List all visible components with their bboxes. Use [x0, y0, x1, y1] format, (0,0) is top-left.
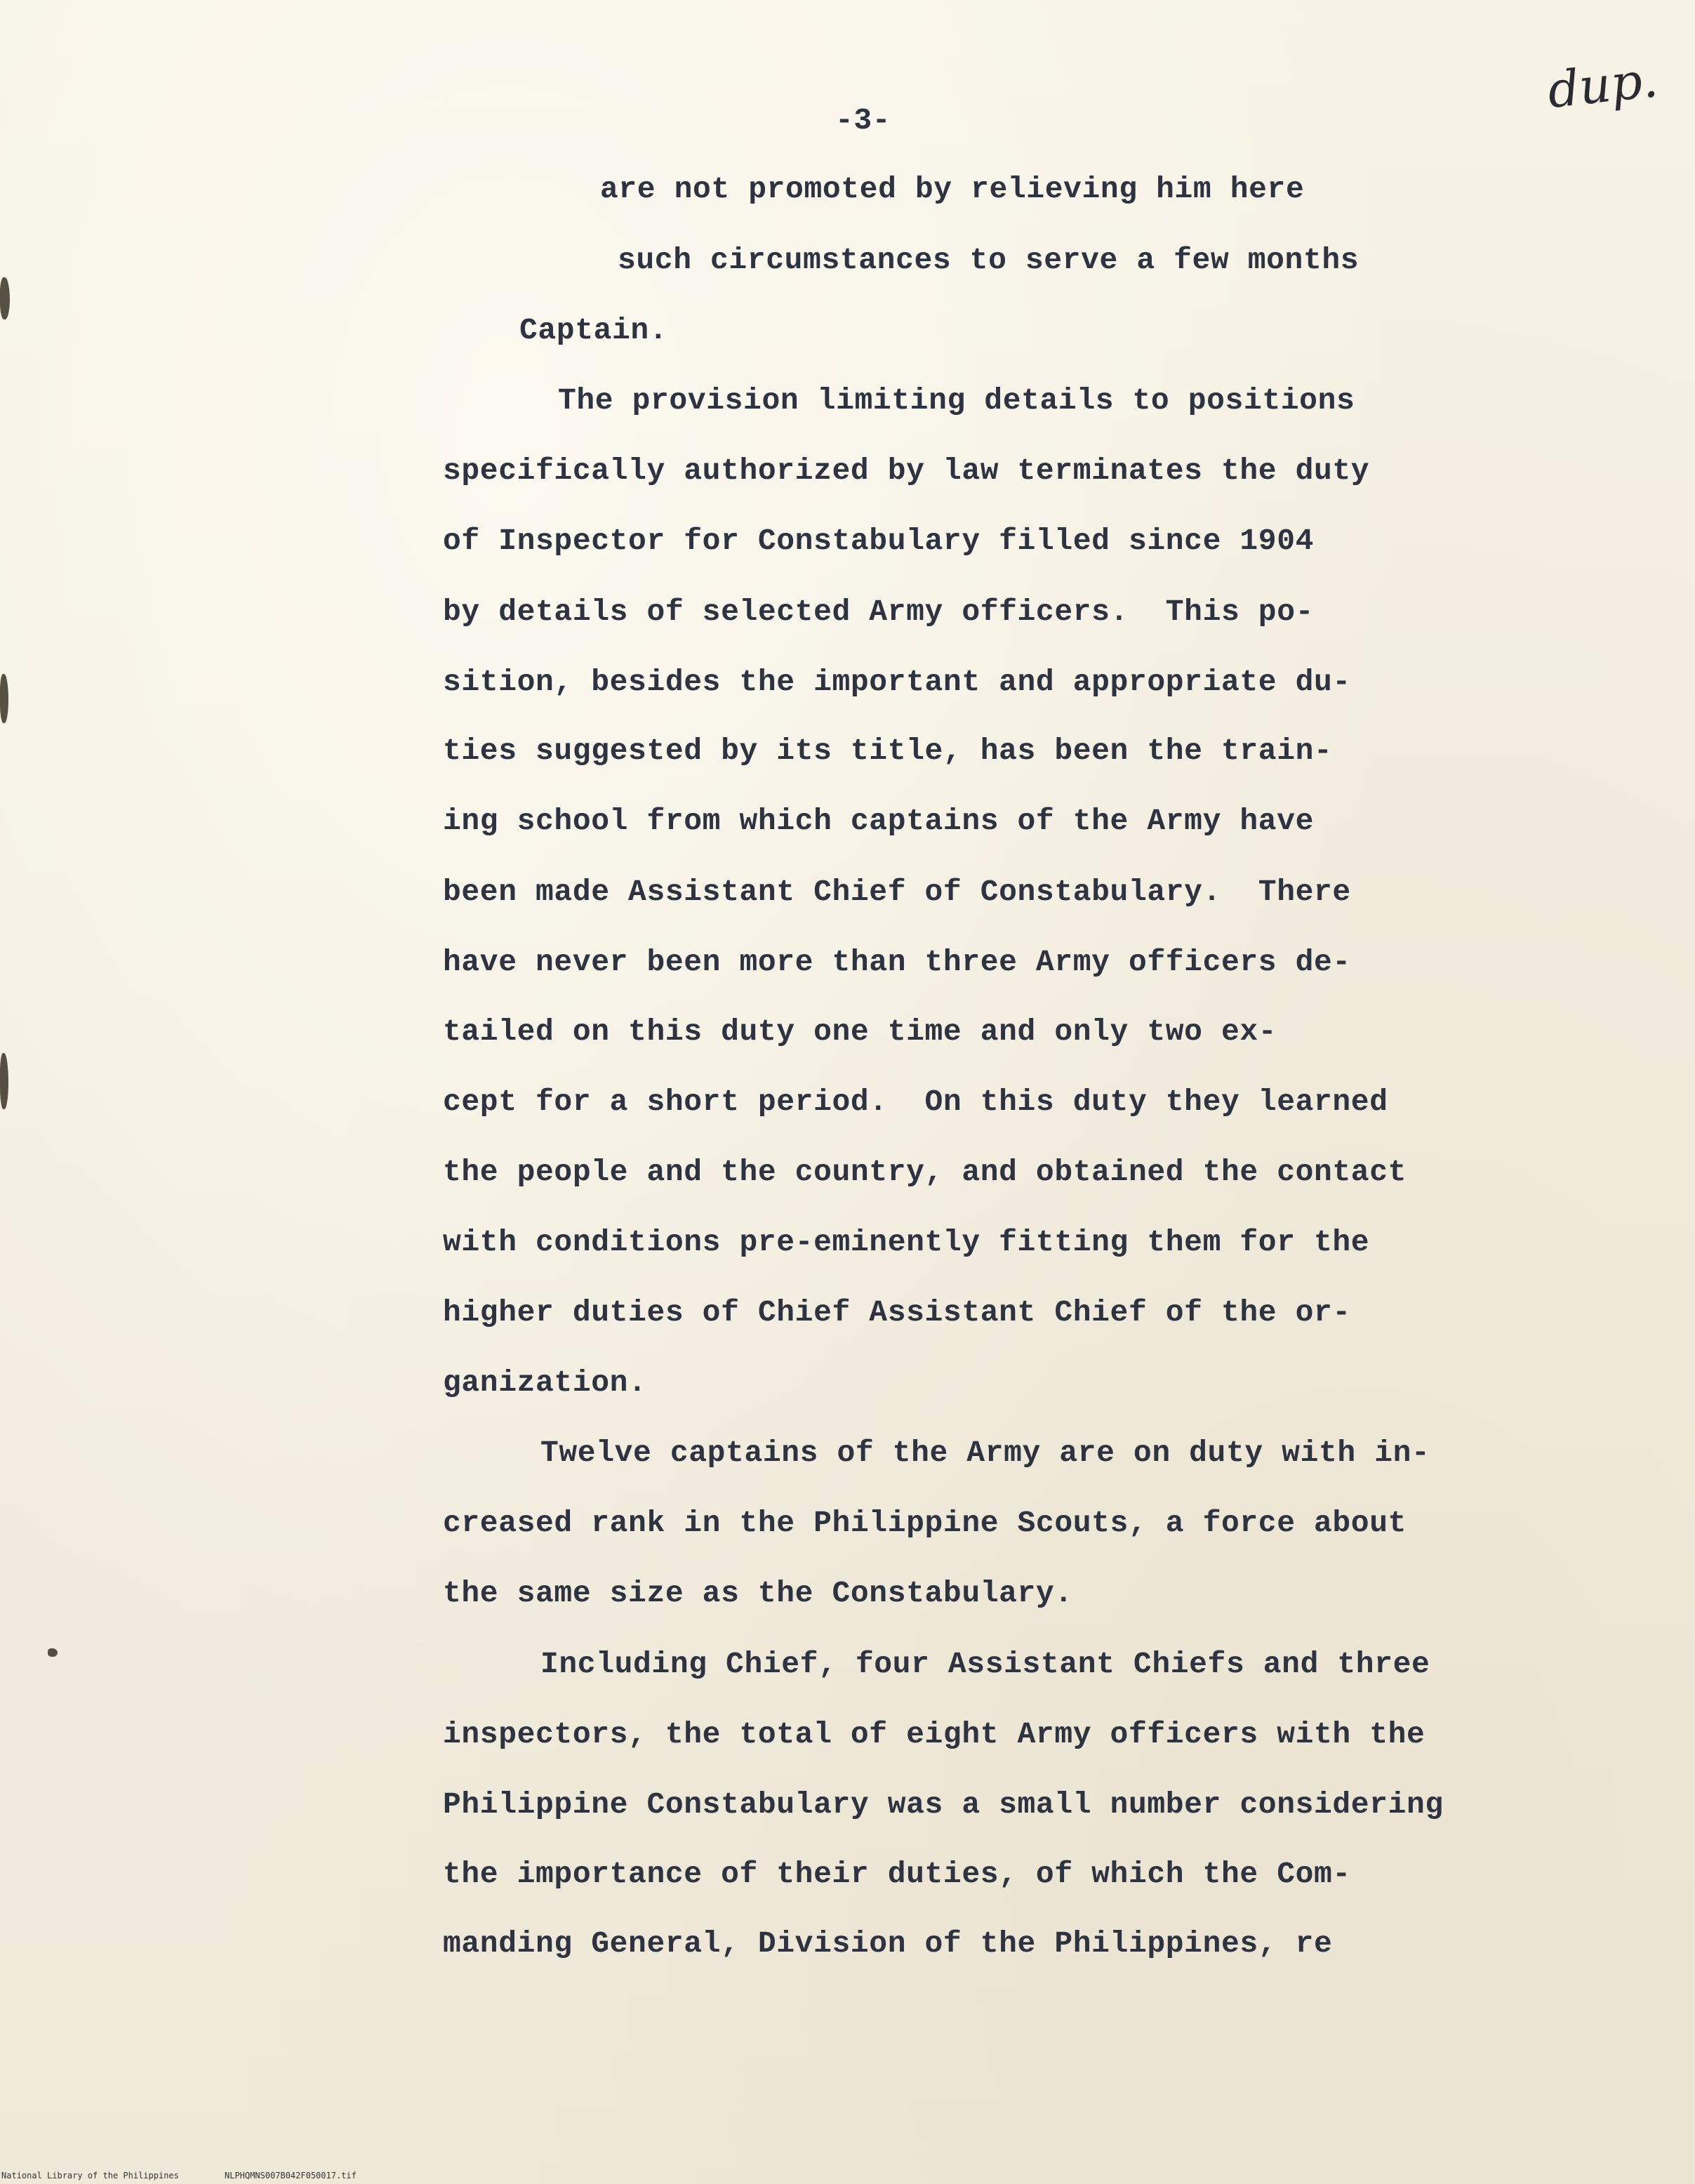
text-line: inspectors, the total of eight Army officers with the	[443, 1717, 1425, 1752]
text-line: higher duties of Chief Assistant Chief of the or-	[443, 1295, 1351, 1330]
text-line: sition, besides the important and appropriate du-	[443, 665, 1351, 699]
text-line: ties suggested by its title, has been the train-	[443, 734, 1333, 768]
text-line: such circumstances to serve a few months	[618, 243, 1360, 277]
binding-hole-mark	[0, 277, 10, 319]
binding-hole-mark	[0, 674, 8, 723]
text-line: by details of selected Army officers. This po-	[443, 595, 1314, 629]
footer-institution: National Library of the Philippines	[1, 2171, 179, 2180]
page-number: -3-	[835, 103, 891, 138]
text-line: specifically authorized by law terminates the duty	[443, 454, 1370, 488]
text-line: Philippine Constabulary was a small number considering	[443, 1787, 1444, 1822]
text-line: have never been more than three Army officers de-	[443, 945, 1351, 979]
text-line: the same size as the Constabulary.	[443, 1576, 1073, 1610]
text-line: Including Chief, four Assistant Chiefs and three	[540, 1647, 1430, 1681]
text-line: manding General, Division of the Philippines, re	[443, 1926, 1333, 1961]
text-line: the importance of their duties, of which the Com-	[443, 1857, 1351, 1891]
text-line: been made Assistant Chief of Constabulary. There	[443, 875, 1351, 909]
text-line: are not promoted by relieving him here	[600, 172, 1305, 206]
text-line: with conditions pre-eminently fitting them for the	[443, 1225, 1370, 1259]
text-line: cept for a short period. On this duty they learned	[443, 1085, 1388, 1119]
footer-filename: NLPHQMNS007B042F050017.tif	[225, 2171, 357, 2180]
stray-mark	[48, 1648, 58, 1657]
handwritten-annotation: dup.	[1545, 51, 1661, 119]
text-line: creased rank in the Philippine Scouts, a force about	[443, 1506, 1407, 1540]
text-line: ing school from which captains of the Army have	[443, 804, 1314, 838]
text-line: tailed on this duty one time and only two ex-	[443, 1014, 1277, 1049]
text-line: Twelve captains of the Army are on duty with in-	[540, 1436, 1430, 1470]
text-line: The provision limiting details to positions	[558, 383, 1355, 418]
text-line: of Inspector for Constabulary filled since 1904	[443, 524, 1314, 558]
text-line: Captain.	[519, 313, 668, 348]
text-line: the people and the country, and obtained the contact	[443, 1155, 1407, 1189]
text-line: ganization.	[443, 1365, 647, 1400]
binding-hole-mark	[0, 1053, 8, 1109]
